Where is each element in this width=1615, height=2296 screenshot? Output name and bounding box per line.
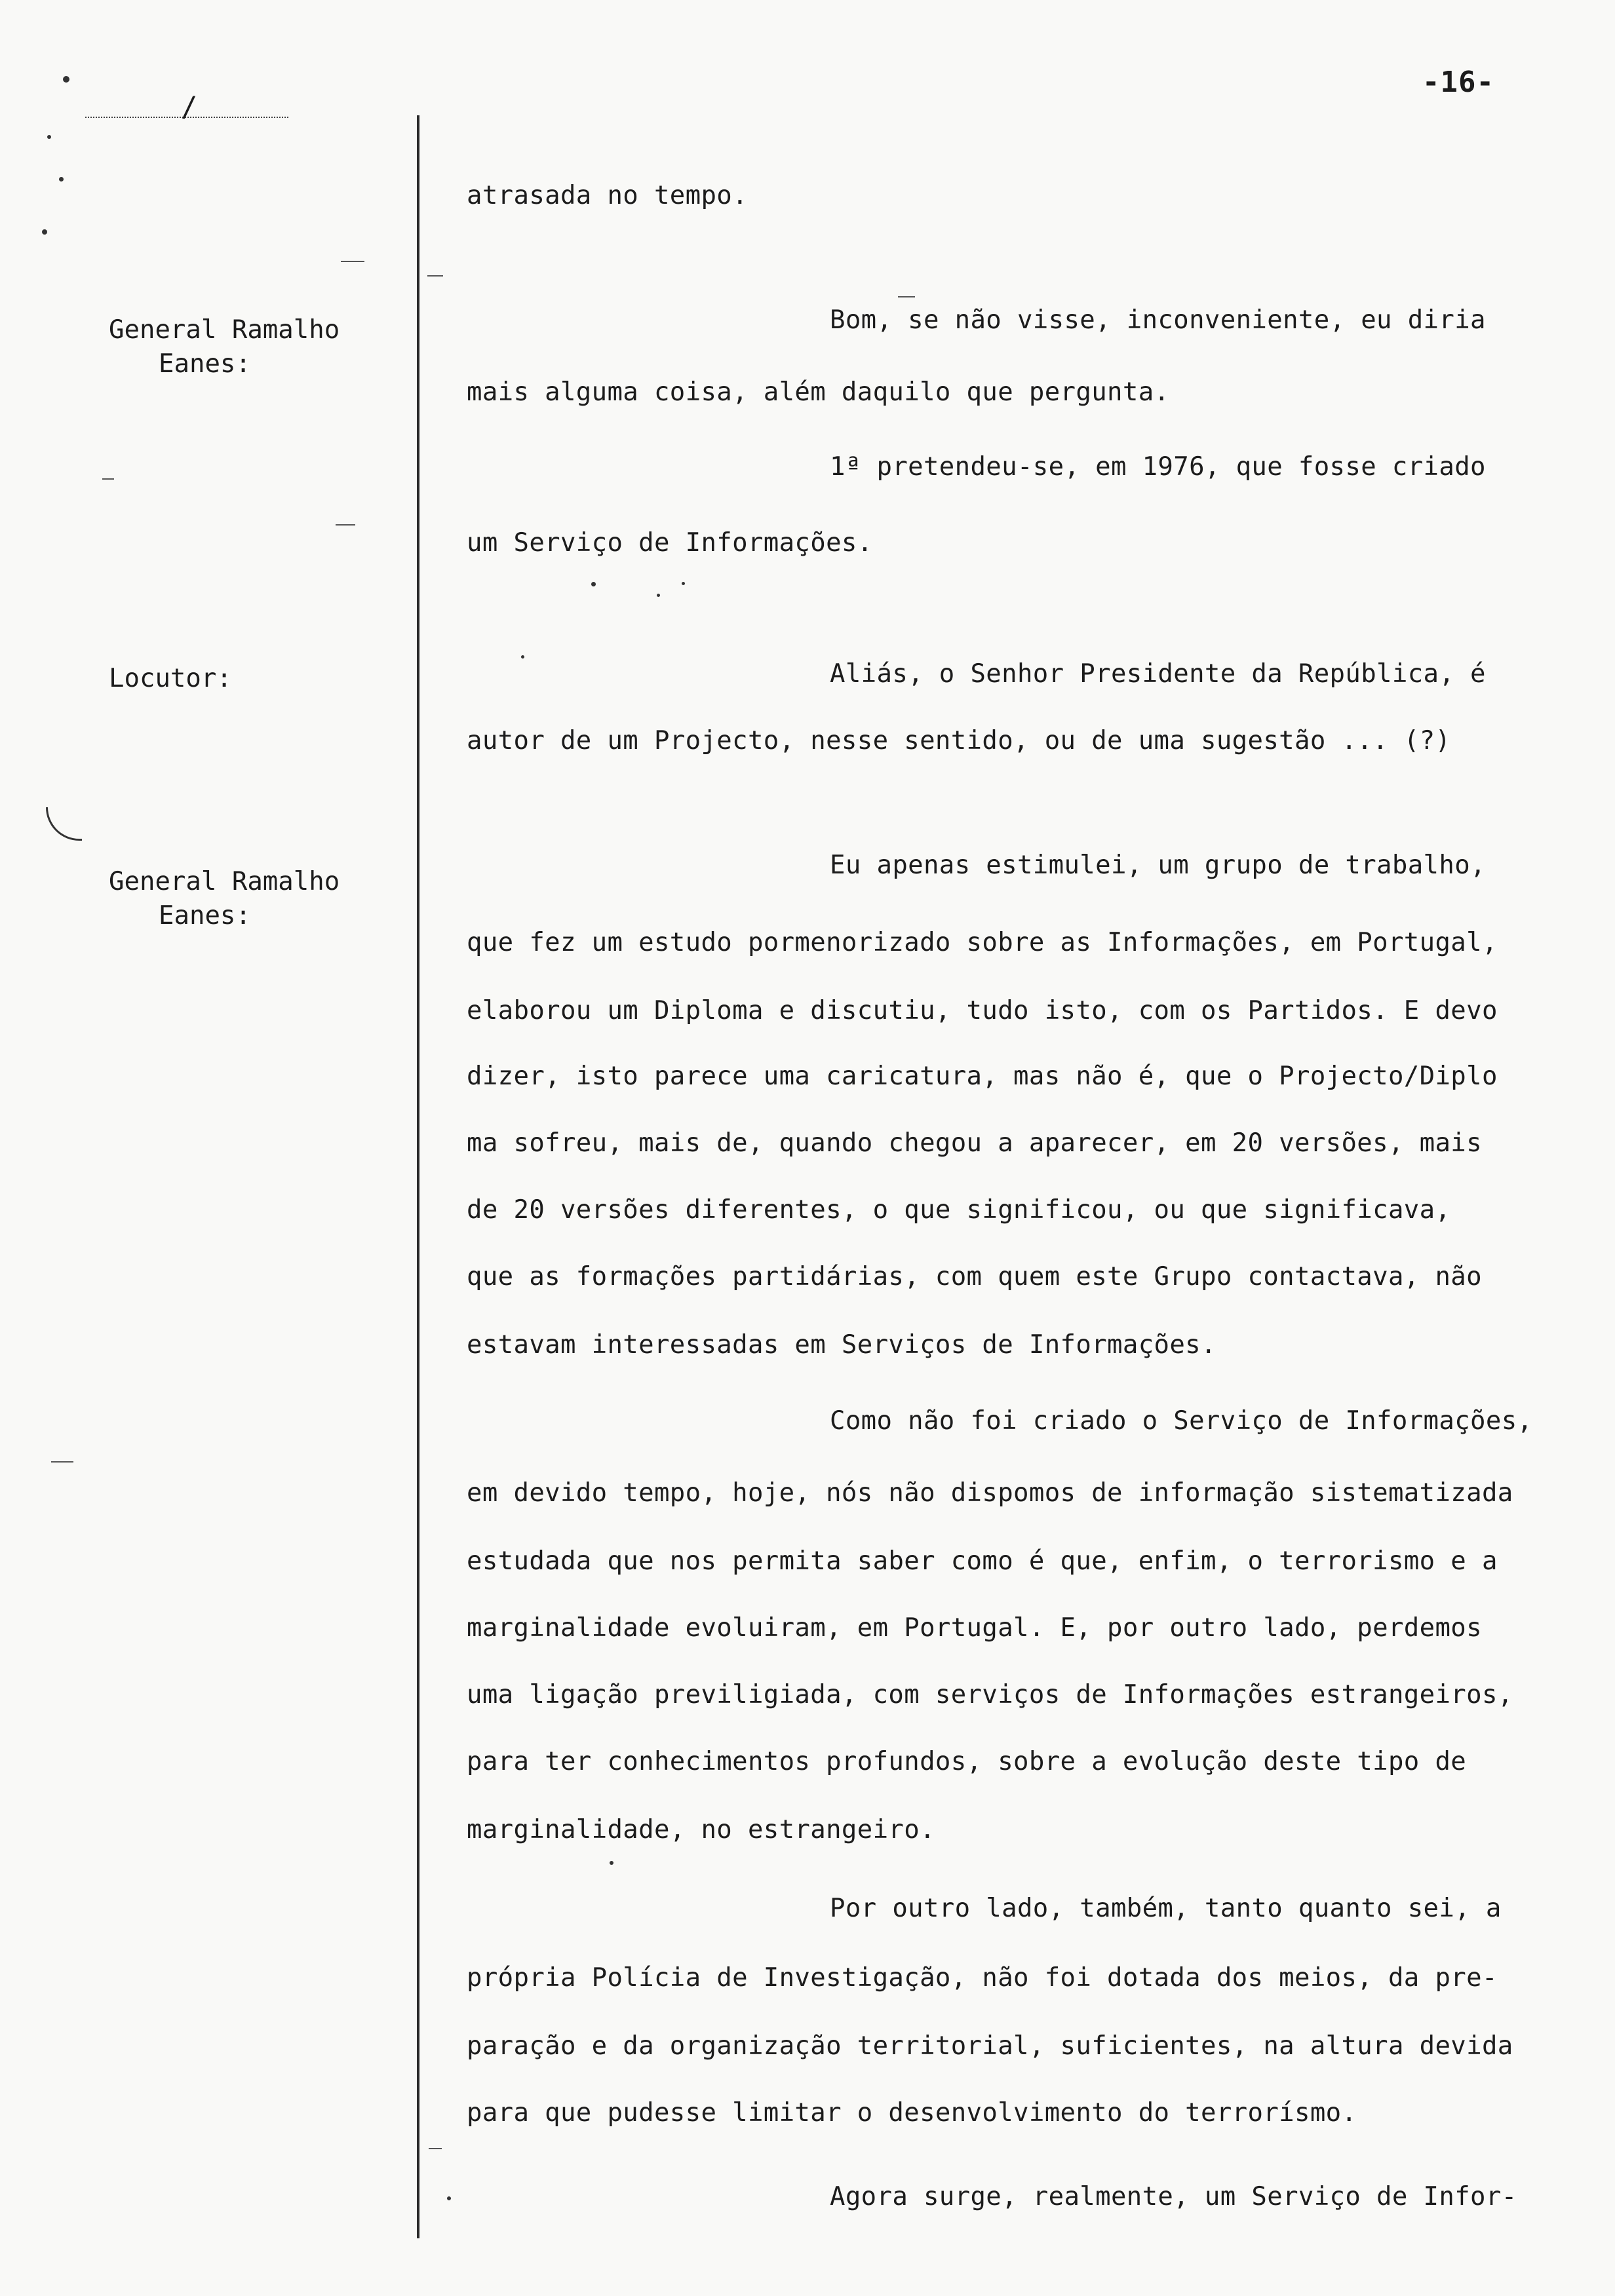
text-line: para que pudesse limitar o desenvolvimento do terrorísmo. (467, 2098, 1357, 2128)
text-line: Aliás, o Senhor Presidente da República, é (830, 659, 1486, 689)
page-number: -16- (1422, 66, 1494, 99)
text-line: Por outro lado, também, tanto quanto sei, a (830, 1894, 1502, 1923)
scan-dash (336, 524, 355, 526)
text-line: marginalidade, no estrangeiro. (467, 1815, 935, 1845)
speaker-name-cont: Eanes: (159, 901, 251, 930)
text-line: autor de um Projecto, nesse sentido, ou de uma sugestão ... (?) (467, 726, 1451, 756)
scan-speck (610, 1861, 613, 1865)
text-line: dizer, isto parece uma caricatura, mas não é, que o Projecto/Diplo (467, 1062, 1498, 1091)
text-line: em devido tempo, hoje, nós não dispomos de informação sistematizada (467, 1478, 1513, 1508)
speaker-label-ramalho-eanes-2 (109, 865, 391, 933)
scan-speck (682, 582, 685, 585)
text-line: mais alguma coisa, além daquilo que pergunta. (467, 377, 1170, 407)
scan-dash (427, 275, 443, 277)
speaker-name: General Ramalho (109, 867, 340, 896)
text-line: Bom, se não visse, inconveniente, eu diria (830, 305, 1486, 335)
speaker-label-locutor (109, 662, 391, 696)
text-line: de 20 versões diferentes, o que significou, ou que significava, (467, 1195, 1451, 1225)
text-line: paração e da organização territorial, suficientes, na altura devida (467, 2031, 1513, 2061)
text-line: atrasada no tempo. (467, 181, 748, 210)
scan-dash (51, 1461, 73, 1463)
text-line: elaborou um Diploma e discutiu, tudo isto, com os Partidos. E devo (467, 996, 1498, 1025)
speaker-label-ramalho-eanes-1 (109, 313, 391, 381)
text-line: um Serviço de Informações. (467, 528, 873, 558)
text-line: Como não foi criado o Serviço de Informações, (830, 1406, 1533, 1436)
scan-speck (59, 177, 64, 182)
scan-speck (657, 594, 660, 597)
scan-speck (63, 76, 69, 83)
text-line: estavam interessadas em Serviços de Informações. (467, 1330, 1216, 1360)
scan-dash (429, 2148, 442, 2149)
text-line: que as formações partidárias, com quem este Grupo contactava, não (467, 1262, 1482, 1292)
scan-speck (47, 135, 51, 139)
scan-speck (447, 2196, 451, 2200)
text-line: marginalidade evoluiram, em Portugal. E, por outro lado, perdemos (467, 1613, 1482, 1643)
text-line: 1ª pretendeu-se, em 1976, que fosse criado (830, 452, 1486, 482)
speaker-name-cont: Eanes: (159, 349, 251, 379)
top-slash-mark: / (181, 90, 198, 123)
text-line: Agora surge, realmente, um Serviço de Infor- (830, 2182, 1517, 2211)
text-line: para ter conhecimentos profundos, sobre a evolução deste tipo de (467, 1747, 1467, 1776)
speaker-name: Locutor: (109, 664, 232, 693)
column-divider (417, 115, 419, 2238)
text-line: estudada que nos permita saber como é que, enfim, o terrorismo e a (467, 1546, 1498, 1576)
text-line: Eu apenas estimulei, um grupo de trabalho, (830, 851, 1486, 880)
scan-curve-mark (46, 807, 82, 841)
text-line: uma ligação previligiada, com serviços de Informações estrangeiros, (467, 1680, 1513, 1710)
scan-speck (591, 582, 596, 586)
speaker-name: General Ramalho (109, 315, 340, 345)
scan-dash (102, 478, 114, 480)
scan-dash (341, 261, 364, 262)
scan-speck (42, 229, 47, 235)
text-line: que fez um estudo pormenorizado sobre as Informações, em Portugal, (467, 928, 1498, 957)
scan-speck (521, 655, 524, 659)
text-line: ma sofreu, mais de, quando chegou a aparecer, em 20 versões, mais (467, 1128, 1482, 1158)
text-line: própria Polícia de Investigação, não foi dotada dos meios, da pre- (467, 1963, 1498, 1993)
scan-dash (898, 296, 915, 297)
